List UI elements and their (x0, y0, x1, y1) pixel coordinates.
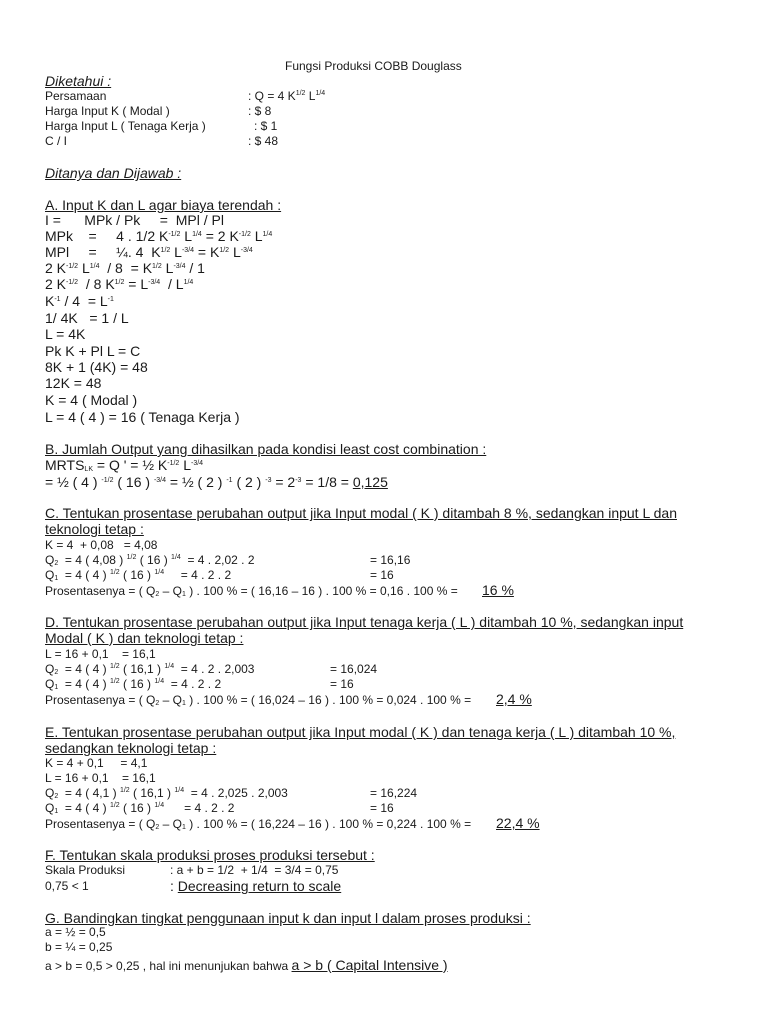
section-e-result: = 16 (370, 801, 394, 815)
section-a-line: I = MPk / Pk = MPl / Pl (45, 212, 224, 228)
section-a-line: 8K + 1 (4K) = 48 (45, 359, 148, 375)
section-f-label: Skala Produksi (45, 863, 126, 877)
section-a-line: 2 $K^{-1/2}$ $L^{1/4} / 8 = K^{1/2}$ $L^{-3/4} / 1$ (45, 260, 205, 276)
ditanya-heading: Ditanya dan Dijawab : (45, 165, 182, 181)
section-c-line: Prosentasenya = ( $Q_2 - Q_1$ ) . 100 % = ( 16,16 – 16 ) . 100 % = 0,16 . 100 % = (45, 584, 458, 598)
section-c-heading-cont: teknologi tetap : (45, 521, 144, 537)
section-a-line: MPl = ¼. 4 $K^{1/2}$ $L^{-3/4} = K^{1/2}$ $L^{-3/4}$ (45, 244, 253, 260)
section-b-answer: 0,125 (352, 474, 388, 490)
section-b-line: = ½ ( 4 ) $^{-1/2}$ ( 16 ) $^{-3/4}$ = ½ ( 2 ) $^{-1}$ ( 2 ) $^{-3} = 2^{-3} = 1/8 = 0,125$ (45, 474, 388, 490)
section-g-line: b = ¼ = 0,25 (45, 940, 113, 954)
section-d-result: = 16,024 (330, 662, 378, 676)
section-d-heading: D. Tentukan prosentase perubahan output jika Input tenaga kerja ( L ) ditambah 10 %, sedangkan input (45, 614, 684, 630)
section-b-line: $MRTS_{LK} = Q$ ' = ½ $K^{-1/2}$ $L^{-3/4}$ (45, 457, 204, 473)
section-d-result: = 16 (330, 677, 354, 691)
section-b-heading: B. Jumlah Output yang dihasilkan pada kondisi least cost combination : (45, 441, 487, 457)
section-f-answer: Decreasing return to scale (177, 878, 342, 894)
section-e-line: K = 4 + 0,1 = 4,1 (45, 756, 148, 770)
section-d-line: L = 16 + 0,1 = 16,1 (45, 647, 156, 661)
section-e-line: $Q_2 = 4$ ( 4,1 ) $^{1/2}$ ( 16,1 ) $^{1/4}$ = 4 . 2,025 . 2,003 (45, 786, 288, 800)
section-e-heading: E. Tentukan prosentase perubahan output jika Input modal ( K ) dan tenaga kerja ( L ) ditambah 10 %, (45, 724, 676, 740)
section-d-line: $Q_1 = 4$ ( 4 ) $^{1/2}$ ( 16 ) $^{1/4}$ = 4 . 2 . 2 (45, 677, 222, 691)
given-label-harga-l: Harga Input L ( Tenaga Kerja ) (45, 119, 206, 133)
section-d-heading-cont: Modal ( K ) dan teknologi tetap : (45, 630, 244, 646)
given-value-persamaan: : Q = 4 $K^{1/2}$ $L^{1/4}$ (248, 89, 326, 103)
section-e-line: Prosentasenya = ( $Q_2 - Q_1$ ) . 100 % = ( 16,224 – 16 ) . 100 % = 0,224 . 100 % = (45, 817, 472, 831)
section-f-value: : a + b = 1/2 + 1/4 = 3/4 = 0,75 (170, 863, 339, 877)
section-c-answer: 16 % (482, 582, 514, 598)
section-e-result: = 16,224 (370, 786, 418, 800)
section-c-result: = 16 (370, 568, 394, 582)
section-f-conclusion: : Decreasing return to scale (170, 878, 342, 894)
diketahui-heading: Diketahui : (45, 73, 112, 89)
section-a-line: 1/ 4K = 1 / L (45, 310, 129, 326)
section-a-line: MPk = 4 . 1/2 $K^{-1/2}$ $L^{1/4} = 2$ $K^{-1/2}$ $L^{1/4}$ (45, 228, 273, 244)
section-a-line: K = 4 ( Modal ) (45, 392, 138, 408)
section-c-result: = 16,16 (370, 553, 411, 567)
section-g-answer: a > b ( Capital Intensive ) (291, 957, 448, 973)
given-value-ci: : $ 48 (248, 134, 279, 148)
section-a-line: 12K = 48 (45, 375, 102, 391)
document-title: Fungsi Produksi COBB Douglass (285, 59, 462, 73)
given-value-harga-l: : $ 1 (254, 119, 278, 133)
section-c-line: $Q_1 = 4$ ( 4 ) $^{1/2}$ ( 16 ) $^{1/4}$ = 4 . 2 . 2 (45, 568, 232, 582)
section-e-answer: 22,4 % (496, 815, 540, 831)
section-a-line: Pk K + Pl L = C (45, 343, 141, 359)
section-a-line: $K^{-1} / 4 = L^{-1}$ (45, 293, 114, 309)
section-e-line: L = 16 + 0,1 = 16,1 (45, 771, 156, 785)
section-a-line: L = 4K (45, 326, 86, 342)
section-d-line: $Q_2 = 4$ ( 4 ) $^{1/2}$ ( 16,1 ) $^{1/4}$ = 4 . 2 . 2,003 (45, 662, 255, 676)
given-label-persamaan: Persamaan (45, 89, 107, 103)
section-a-line: L = 4 ( 4 ) = 16 ( Tenaga Kerja ) (45, 409, 240, 425)
section-d-answer: 2,4 % (496, 691, 532, 707)
given-value-harga-k: : $ 8 (248, 104, 272, 118)
section-a-line: 2 $K^{-1/2} / 8$ $K^{1/2} = L^{-3/4} / L^{1/4}$ (45, 276, 194, 292)
given-label-ci: C / I (45, 134, 68, 148)
section-g-line: a > b = 0,5 > 0,25 , hal ini menunjukan bahwa a > b ( Capital Intensive ) (45, 957, 448, 973)
section-c-heading: C. Tentukan prosentase perubahan output jika Input modal ( K ) ditambah 8 %, sedangkan input L dan (45, 505, 677, 521)
section-g-heading: G. Bandingkan tingkat penggunaan input k dan input l dalam proses produksi : (45, 910, 531, 926)
section-a-heading: A. Input K dan L agar biaya terendah : (45, 197, 282, 213)
section-d-line: Prosentasenya = ( $Q_2 - Q_1$ ) . 100 % = ( 16,024 – 16 ) . 100 % = 0,024 . 100 % = (45, 693, 472, 707)
section-f-heading: F. Tentukan skala produksi proses produksi tersebut : (45, 847, 375, 863)
section-c-line: $Q_2 = 4$ ( 4,08 ) $^{1/2}$ ( 16 ) $^{1/4}$ = 4 . 2,02 . 2 (45, 553, 255, 567)
given-label-harga-k: Harga Input K ( Modal ) (45, 104, 170, 118)
section-g-line: a = ½ = 0,5 (45, 925, 106, 939)
section-f-label: 0,75 < 1 (45, 879, 89, 893)
section-e-line: $Q_1 = 4$ ( 4 ) $^{1/2}$ ( 16 ) $^{1/4}$ = 4 . 2 . 2 (45, 801, 235, 815)
section-c-line: K = 4 + 0,08 = 4,08 (45, 538, 158, 552)
section-e-heading-cont: sedangkan teknologi tetap : (45, 740, 217, 756)
